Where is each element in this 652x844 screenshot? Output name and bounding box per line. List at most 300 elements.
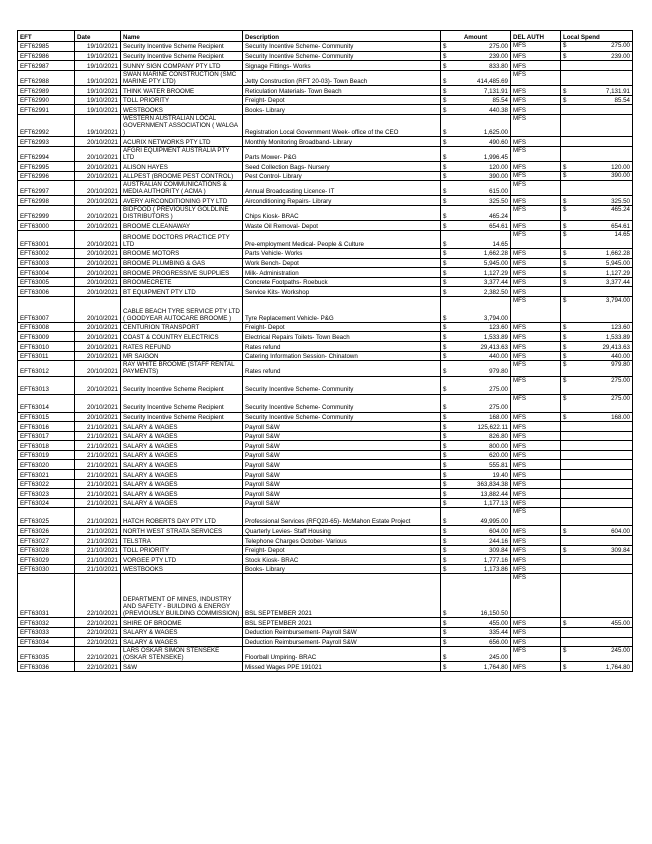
cell-date: 20/10/2021 xyxy=(75,181,121,196)
cell-del-auth: MFS xyxy=(511,70,561,85)
local-spend-value: 3,377.44 xyxy=(605,279,630,287)
currency-symbol: $ xyxy=(443,153,447,161)
cell-amount xyxy=(441,114,511,136)
cell-amount xyxy=(441,574,511,618)
cell-date: 21/10/2021 xyxy=(75,460,121,470)
cell-local-spend xyxy=(561,470,633,480)
cell-date: 21/10/2021 xyxy=(75,450,121,460)
cell-local-spend xyxy=(561,545,633,555)
cell-name: SALARY & WAGES xyxy=(121,431,243,441)
cell-local-spend xyxy=(561,342,633,352)
cell-eft: EFT62994 xyxy=(18,146,75,161)
cell-name: BT EQUIPMENT PTY LTD xyxy=(121,287,243,297)
table-row xyxy=(18,637,633,647)
amount-value: 125,622.11 xyxy=(477,423,508,431)
cell-date: 22/10/2021 xyxy=(75,637,121,647)
cell-del-auth: MFS xyxy=(511,441,561,451)
cell-description: Rates refund xyxy=(243,361,441,376)
currency-symbol: $ xyxy=(443,43,447,51)
cell-amount xyxy=(441,296,511,322)
cell-local-spend xyxy=(561,351,633,361)
amount-value: 3,794.00 xyxy=(483,314,508,322)
amount-value: 1,173.86 xyxy=(483,566,508,574)
cell-description: Payroll S&W xyxy=(243,489,441,499)
cell-del-auth: MFS xyxy=(511,146,561,161)
cell-name: SALARY & WAGES xyxy=(121,637,243,647)
currency-symbol: $ xyxy=(443,654,447,662)
cell-description: Monthly Monitoring Broadband- Library xyxy=(243,137,441,147)
table-row xyxy=(18,431,633,441)
cell-date: 21/10/2021 xyxy=(75,498,121,508)
local-spend-value: 325.50 xyxy=(611,197,630,205)
cell-local-spend xyxy=(561,42,633,52)
amount-value: 555.81 xyxy=(489,461,508,469)
currency-symbol: $ xyxy=(443,173,447,181)
cell-description: Security Incentive Scheme- Community xyxy=(243,42,441,52)
local-spend-value: 5,945.00 xyxy=(605,259,630,267)
cell-amount xyxy=(441,181,511,196)
currency-symbol: $ xyxy=(563,647,567,655)
table-row xyxy=(18,489,633,499)
header-description: Description xyxy=(243,31,441,42)
cell-date: 20/10/2021 xyxy=(75,196,121,206)
cell-eft: EFT63014 xyxy=(18,394,75,412)
cell-description: Seed Collection Bags- Nursery xyxy=(243,162,441,172)
cell-name: MR SAIGON xyxy=(121,351,243,361)
cell-name: BROOME PLUMBING & GAS xyxy=(121,258,243,268)
amount-value: 335.44 xyxy=(489,629,508,637)
table-row xyxy=(18,287,633,297)
cell-del-auth: MFS xyxy=(511,162,561,172)
cell-eft: EFT63030 xyxy=(18,564,75,574)
cell-local-spend xyxy=(561,412,633,422)
amount-value: 1,777.16 xyxy=(483,556,508,564)
amount-value: 1,177.13 xyxy=(483,500,508,508)
cell-amount xyxy=(441,470,511,480)
cell-local-spend xyxy=(561,137,633,147)
cell-date: 20/10/2021 xyxy=(75,258,121,268)
cell-date: 22/10/2021 xyxy=(75,628,121,638)
table-row xyxy=(18,662,633,672)
cell-description: Payroll S&W xyxy=(243,431,441,441)
cell-name: BROOME DOCTORS PRACTICE PTY LTD xyxy=(121,230,243,248)
amount-value: 490.60 xyxy=(489,138,508,146)
cell-del-auth: MFS xyxy=(511,479,561,489)
currency-symbol: $ xyxy=(443,97,447,105)
cell-description: Pest Control- Library xyxy=(243,171,441,181)
cell-description: Security Incentive Scheme- Community xyxy=(243,412,441,422)
cell-local-spend xyxy=(561,618,633,628)
local-spend-value: 29,413.63 xyxy=(602,343,630,351)
cell-name: CABLE BEACH TYRE SERVICE PTY LTD ( GOODYEAR AUTOCARE BROOME ) xyxy=(121,296,243,322)
table-row xyxy=(18,545,633,555)
table-row xyxy=(18,394,633,412)
cell-name: AVERY AIRCONDITIONING PTY LTD xyxy=(121,196,243,206)
header-local-spend: Local Spend xyxy=(561,31,633,42)
cell-eft: EFT63026 xyxy=(18,526,75,536)
cell-name: SALARY & WAGES xyxy=(121,489,243,499)
cell-date: 20/10/2021 xyxy=(75,376,121,394)
currency-symbol: $ xyxy=(443,333,447,341)
amount-value: 1,127.29 xyxy=(483,269,508,277)
currency-symbol: $ xyxy=(563,547,567,555)
cell-local-spend xyxy=(561,564,633,574)
cell-description: Concrete Footpaths- Roebuck xyxy=(243,277,441,287)
table-row xyxy=(18,376,633,394)
cell-date: 20/10/2021 xyxy=(75,162,121,172)
cell-eft: EFT62985 xyxy=(18,42,75,52)
cell-amount xyxy=(441,431,511,441)
cell-amount xyxy=(441,460,511,470)
cell-del-auth: MFS xyxy=(511,42,561,52)
cell-description: Freight- Depot xyxy=(243,95,441,105)
table-row xyxy=(18,526,633,536)
cell-eft: EFT63003 xyxy=(18,258,75,268)
cell-del-auth: MFS xyxy=(511,628,561,638)
cell-date: 21/10/2021 xyxy=(75,431,121,441)
currency-symbol: $ xyxy=(563,87,567,95)
cell-name: AFGRI EQUIPMENT AUSTRALIA PTY LTD xyxy=(121,146,243,161)
cell-eft: EFT63012 xyxy=(18,361,75,376)
amount-value: 49,995.00 xyxy=(480,518,508,526)
cell-eft: EFT63013 xyxy=(18,376,75,394)
currency-symbol: $ xyxy=(443,629,447,637)
cell-local-spend xyxy=(561,230,633,248)
local-spend-value: 123.60 xyxy=(611,324,630,332)
payments-sheet xyxy=(17,30,632,672)
amount-value: 245.00 xyxy=(489,654,508,662)
cell-description: Registration Local Government Week- office of the CEO xyxy=(243,114,441,136)
currency-symbol: $ xyxy=(443,566,447,574)
cell-name: ALLPEST (BROOME PEST CONTROL) xyxy=(121,171,243,181)
cell-name: NORTH WEST STRATA SERVICES xyxy=(121,526,243,536)
cell-description: Telephone Charges October- Various xyxy=(243,536,441,546)
currency-symbol: $ xyxy=(563,222,567,230)
cell-eft: EFT62998 xyxy=(18,196,75,206)
cell-local-spend xyxy=(561,376,633,394)
amount-value: 120.00 xyxy=(489,163,508,171)
currency-symbol: $ xyxy=(443,610,447,618)
cell-amount xyxy=(441,51,511,61)
currency-symbol: $ xyxy=(443,452,447,460)
cell-amount xyxy=(441,536,511,546)
cell-local-spend xyxy=(561,146,633,161)
cell-date: 19/10/2021 xyxy=(75,70,121,85)
cell-name: Security Incentive Scheme Recipient xyxy=(121,394,243,412)
cell-amount xyxy=(441,206,511,221)
amount-value: 275.00 xyxy=(489,404,508,412)
table-row xyxy=(18,470,633,480)
amount-value: 275.00 xyxy=(489,386,508,394)
cell-amount xyxy=(441,412,511,422)
cell-del-auth: MFS xyxy=(511,230,561,248)
cell-eft: EFT63009 xyxy=(18,332,75,342)
cell-eft: EFT63025 xyxy=(18,508,75,526)
currency-symbol: $ xyxy=(443,129,447,137)
cell-local-spend xyxy=(561,526,633,536)
cell-name: WESTERN AUSTRALIAN LOCAL GOVERNMENT ASSOCIATION ( WALGA ) xyxy=(121,114,243,136)
table-row xyxy=(18,479,633,489)
table-row xyxy=(18,230,633,248)
cell-eft: EFT62992 xyxy=(18,114,75,136)
cell-local-spend xyxy=(561,489,633,499)
cell-local-spend xyxy=(561,498,633,508)
cell-amount xyxy=(441,86,511,96)
table-row xyxy=(18,422,633,432)
amount-value: 440.38 xyxy=(489,106,508,114)
currency-symbol: $ xyxy=(563,324,567,332)
cell-name: SALARY & WAGES xyxy=(121,498,243,508)
currency-symbol: $ xyxy=(563,171,567,179)
cell-amount xyxy=(441,248,511,258)
currency-symbol: $ xyxy=(443,53,447,61)
cell-eft: EFT63032 xyxy=(18,618,75,628)
cell-name: DEPARTMENT OF MINES, INDUSTRY AND SAFETY - BUILDING & ENERGY (PREVIOUSLY BUILDING COMMISSION) xyxy=(121,574,243,618)
cell-amount xyxy=(441,376,511,394)
cell-local-spend xyxy=(561,508,633,526)
cell-amount xyxy=(441,351,511,361)
cell-del-auth: MFS xyxy=(511,470,561,480)
cell-amount xyxy=(441,146,511,161)
cell-eft: EFT62990 xyxy=(18,95,75,105)
cell-del-auth: MFS xyxy=(511,394,561,412)
cell-name: BROOMECRETE xyxy=(121,277,243,287)
cell-amount xyxy=(441,422,511,432)
cell-del-auth: MFS xyxy=(511,296,561,322)
cell-date: 21/10/2021 xyxy=(75,479,121,489)
local-spend-value: 440.00 xyxy=(611,353,630,361)
currency-symbol: $ xyxy=(563,296,567,304)
table-row xyxy=(18,70,633,85)
cell-name: CENTURION TRANSPORT xyxy=(121,322,243,332)
cell-name: Security Incentive Scheme Recipient xyxy=(121,51,243,61)
cell-local-spend xyxy=(561,95,633,105)
currency-symbol: $ xyxy=(443,222,447,230)
cell-local-spend xyxy=(561,196,633,206)
cell-local-spend xyxy=(561,287,633,297)
cell-description: Parts Vehicle- Works xyxy=(243,248,441,258)
cell-amount xyxy=(441,545,511,555)
amount-value: 800.00 xyxy=(489,442,508,450)
cell-eft: EFT63007 xyxy=(18,296,75,322)
table-row xyxy=(18,277,633,287)
amount-value: 620.00 xyxy=(489,452,508,460)
table-row xyxy=(18,86,633,96)
cell-local-spend xyxy=(561,258,633,268)
cell-date: 19/10/2021 xyxy=(75,42,121,52)
cell-local-spend xyxy=(561,221,633,231)
table-row xyxy=(18,628,633,638)
cell-amount xyxy=(441,277,511,287)
table-row xyxy=(18,296,633,322)
cell-description: Jetty Construction (RFT 20-03)- Town Beach xyxy=(243,70,441,85)
cell-amount xyxy=(441,70,511,85)
cell-local-spend xyxy=(561,162,633,172)
cell-local-spend xyxy=(561,51,633,61)
cell-local-spend xyxy=(561,277,633,287)
cell-eft: EFT62995 xyxy=(18,162,75,172)
table-row xyxy=(18,95,633,105)
currency-symbol: $ xyxy=(443,288,447,296)
currency-symbol: $ xyxy=(443,279,447,287)
currency-symbol: $ xyxy=(563,250,567,258)
amount-value: 1,662.28 xyxy=(483,250,508,258)
local-spend-value: 85.54 xyxy=(614,97,630,105)
cell-del-auth: MFS xyxy=(511,332,561,342)
amount-value: 414,485.69 xyxy=(477,77,508,85)
cell-local-spend xyxy=(561,431,633,441)
amount-value: 244.16 xyxy=(489,537,508,545)
cell-eft: EFT63000 xyxy=(18,221,75,231)
cell-amount xyxy=(441,137,511,147)
cell-date: 19/10/2021 xyxy=(75,51,121,61)
currency-symbol: $ xyxy=(443,518,447,526)
table-row xyxy=(18,647,633,662)
cell-description: Waste Oil Removal- Depot xyxy=(243,221,441,231)
currency-symbol: $ xyxy=(443,62,447,70)
currency-symbol: $ xyxy=(563,197,567,205)
cell-description: Catering Information Session- Chinatown xyxy=(243,351,441,361)
cell-del-auth: MFS xyxy=(511,171,561,181)
cell-del-auth: MFS xyxy=(511,431,561,441)
cell-date: 19/10/2021 xyxy=(75,95,121,105)
cell-name: COAST & COUNTRY ELECTRICS xyxy=(121,332,243,342)
currency-symbol: $ xyxy=(443,324,447,332)
cell-del-auth: MFS xyxy=(511,564,561,574)
cell-name: Security Incentive Scheme Recipient xyxy=(121,42,243,52)
header-del-auth: DEL AUTH xyxy=(511,31,561,42)
cell-local-spend xyxy=(561,628,633,638)
amount-value: 826.80 xyxy=(489,433,508,441)
currency-symbol: $ xyxy=(443,368,447,376)
local-spend-value: 3,794.00 xyxy=(605,296,630,304)
currency-symbol: $ xyxy=(563,206,567,214)
cell-del-auth: MFS xyxy=(511,647,561,662)
table-row xyxy=(18,342,633,352)
currency-symbol: $ xyxy=(563,343,567,351)
cell-amount xyxy=(441,322,511,332)
cell-name: AUSTRALIAN COMMUNICATIONS & MEDIA AUTHORITY ( ACMA ) xyxy=(121,181,243,196)
table-row xyxy=(18,351,633,361)
cell-local-spend xyxy=(561,70,633,85)
cell-date: 20/10/2021 xyxy=(75,221,121,231)
cell-date: 19/10/2021 xyxy=(75,61,121,71)
local-spend-value: 245.00 xyxy=(611,647,630,655)
cell-del-auth: MFS xyxy=(511,351,561,361)
cell-date: 20/10/2021 xyxy=(75,248,121,258)
cell-description: Annual Broadcasting Licence- IT xyxy=(243,181,441,196)
cell-local-spend xyxy=(561,322,633,332)
cell-del-auth: MFS xyxy=(511,277,561,287)
cell-local-spend xyxy=(561,105,633,115)
table-row xyxy=(18,332,633,342)
local-spend-value: 1,662.28 xyxy=(605,250,630,258)
cell-name: SALARY & WAGES xyxy=(121,628,243,638)
currency-symbol: $ xyxy=(563,663,567,671)
amount-value: 1,764.80 xyxy=(483,663,508,671)
table-row xyxy=(18,322,633,332)
cell-name: RATES REFUND xyxy=(121,342,243,352)
amount-value: 1,533.89 xyxy=(483,333,508,341)
amount-value: 85.54 xyxy=(492,97,508,105)
cell-date: 21/10/2021 xyxy=(75,489,121,499)
amount-value: 19.40 xyxy=(492,471,508,479)
cell-del-auth: MFS xyxy=(511,361,561,376)
cell-name: TELSTRA xyxy=(121,536,243,546)
cell-amount xyxy=(441,441,511,451)
cell-description: Reticulation Materials- Town Beach xyxy=(243,86,441,96)
cell-eft: EFT63015 xyxy=(18,412,75,422)
cell-description: Books- Library xyxy=(243,564,441,574)
currency-symbol: $ xyxy=(443,269,447,277)
cell-eft: EFT63008 xyxy=(18,322,75,332)
cell-eft: EFT63021 xyxy=(18,470,75,480)
currency-symbol: $ xyxy=(563,353,567,361)
cell-eft: EFT62993 xyxy=(18,137,75,147)
currency-symbol: $ xyxy=(563,619,567,627)
cell-eft: EFT63022 xyxy=(18,479,75,489)
cell-name: ACURIX NETWORKS PTY LTD xyxy=(121,137,243,147)
cell-description: Payroll S&W xyxy=(243,479,441,489)
amount-value: 1,996.45 xyxy=(483,153,508,161)
cell-amount xyxy=(441,42,511,52)
amount-value: 168.00 xyxy=(489,413,508,421)
cell-amount xyxy=(441,61,511,71)
cell-eft: EFT63035 xyxy=(18,647,75,662)
currency-symbol: $ xyxy=(443,471,447,479)
cell-eft: EFT62996 xyxy=(18,171,75,181)
cell-description: Service Kits- Workshop xyxy=(243,287,441,297)
cell-date: 21/10/2021 xyxy=(75,555,121,565)
currency-symbol: $ xyxy=(563,230,567,238)
cell-amount xyxy=(441,479,511,489)
cell-local-spend xyxy=(561,248,633,258)
cell-eft: EFT63031 xyxy=(18,574,75,618)
cell-local-spend xyxy=(561,332,633,342)
amount-value: 465.24 xyxy=(489,213,508,221)
currency-symbol: $ xyxy=(443,500,447,508)
currency-symbol: $ xyxy=(443,481,447,489)
cell-name: THINK WATER BROOME xyxy=(121,86,243,96)
table-row xyxy=(18,51,633,61)
cell-date: 19/10/2021 xyxy=(75,105,121,115)
local-spend-value: 275.00 xyxy=(611,376,630,384)
local-spend-value: 654.61 xyxy=(611,222,630,230)
cell-del-auth: MFS xyxy=(511,51,561,61)
cell-date: 20/10/2021 xyxy=(75,332,121,342)
cell-local-spend xyxy=(561,296,633,322)
currency-symbol: $ xyxy=(563,527,567,535)
cell-description: Freight- Depot xyxy=(243,545,441,555)
cell-amount xyxy=(441,647,511,662)
cell-local-spend xyxy=(561,536,633,546)
cell-local-spend xyxy=(561,361,633,376)
cell-del-auth: MFS xyxy=(511,95,561,105)
cell-date: 22/10/2021 xyxy=(75,574,121,618)
currency-symbol: $ xyxy=(443,163,447,171)
cell-eft: EFT63023 xyxy=(18,489,75,499)
currency-symbol: $ xyxy=(443,259,447,267)
cell-description: Parts Mower- P&G xyxy=(243,146,441,161)
cell-local-spend xyxy=(561,479,633,489)
cell-description: Milk- Administration xyxy=(243,268,441,278)
local-spend-value: 239.00 xyxy=(611,53,630,61)
cell-description: Deduction Reimbursement- Payroll S&W xyxy=(243,628,441,638)
table-row xyxy=(18,508,633,526)
local-spend-value: 604.00 xyxy=(611,527,630,535)
cell-del-auth: MFS xyxy=(511,248,561,258)
cell-description: Chips Kiosk- BRAC xyxy=(243,206,441,221)
